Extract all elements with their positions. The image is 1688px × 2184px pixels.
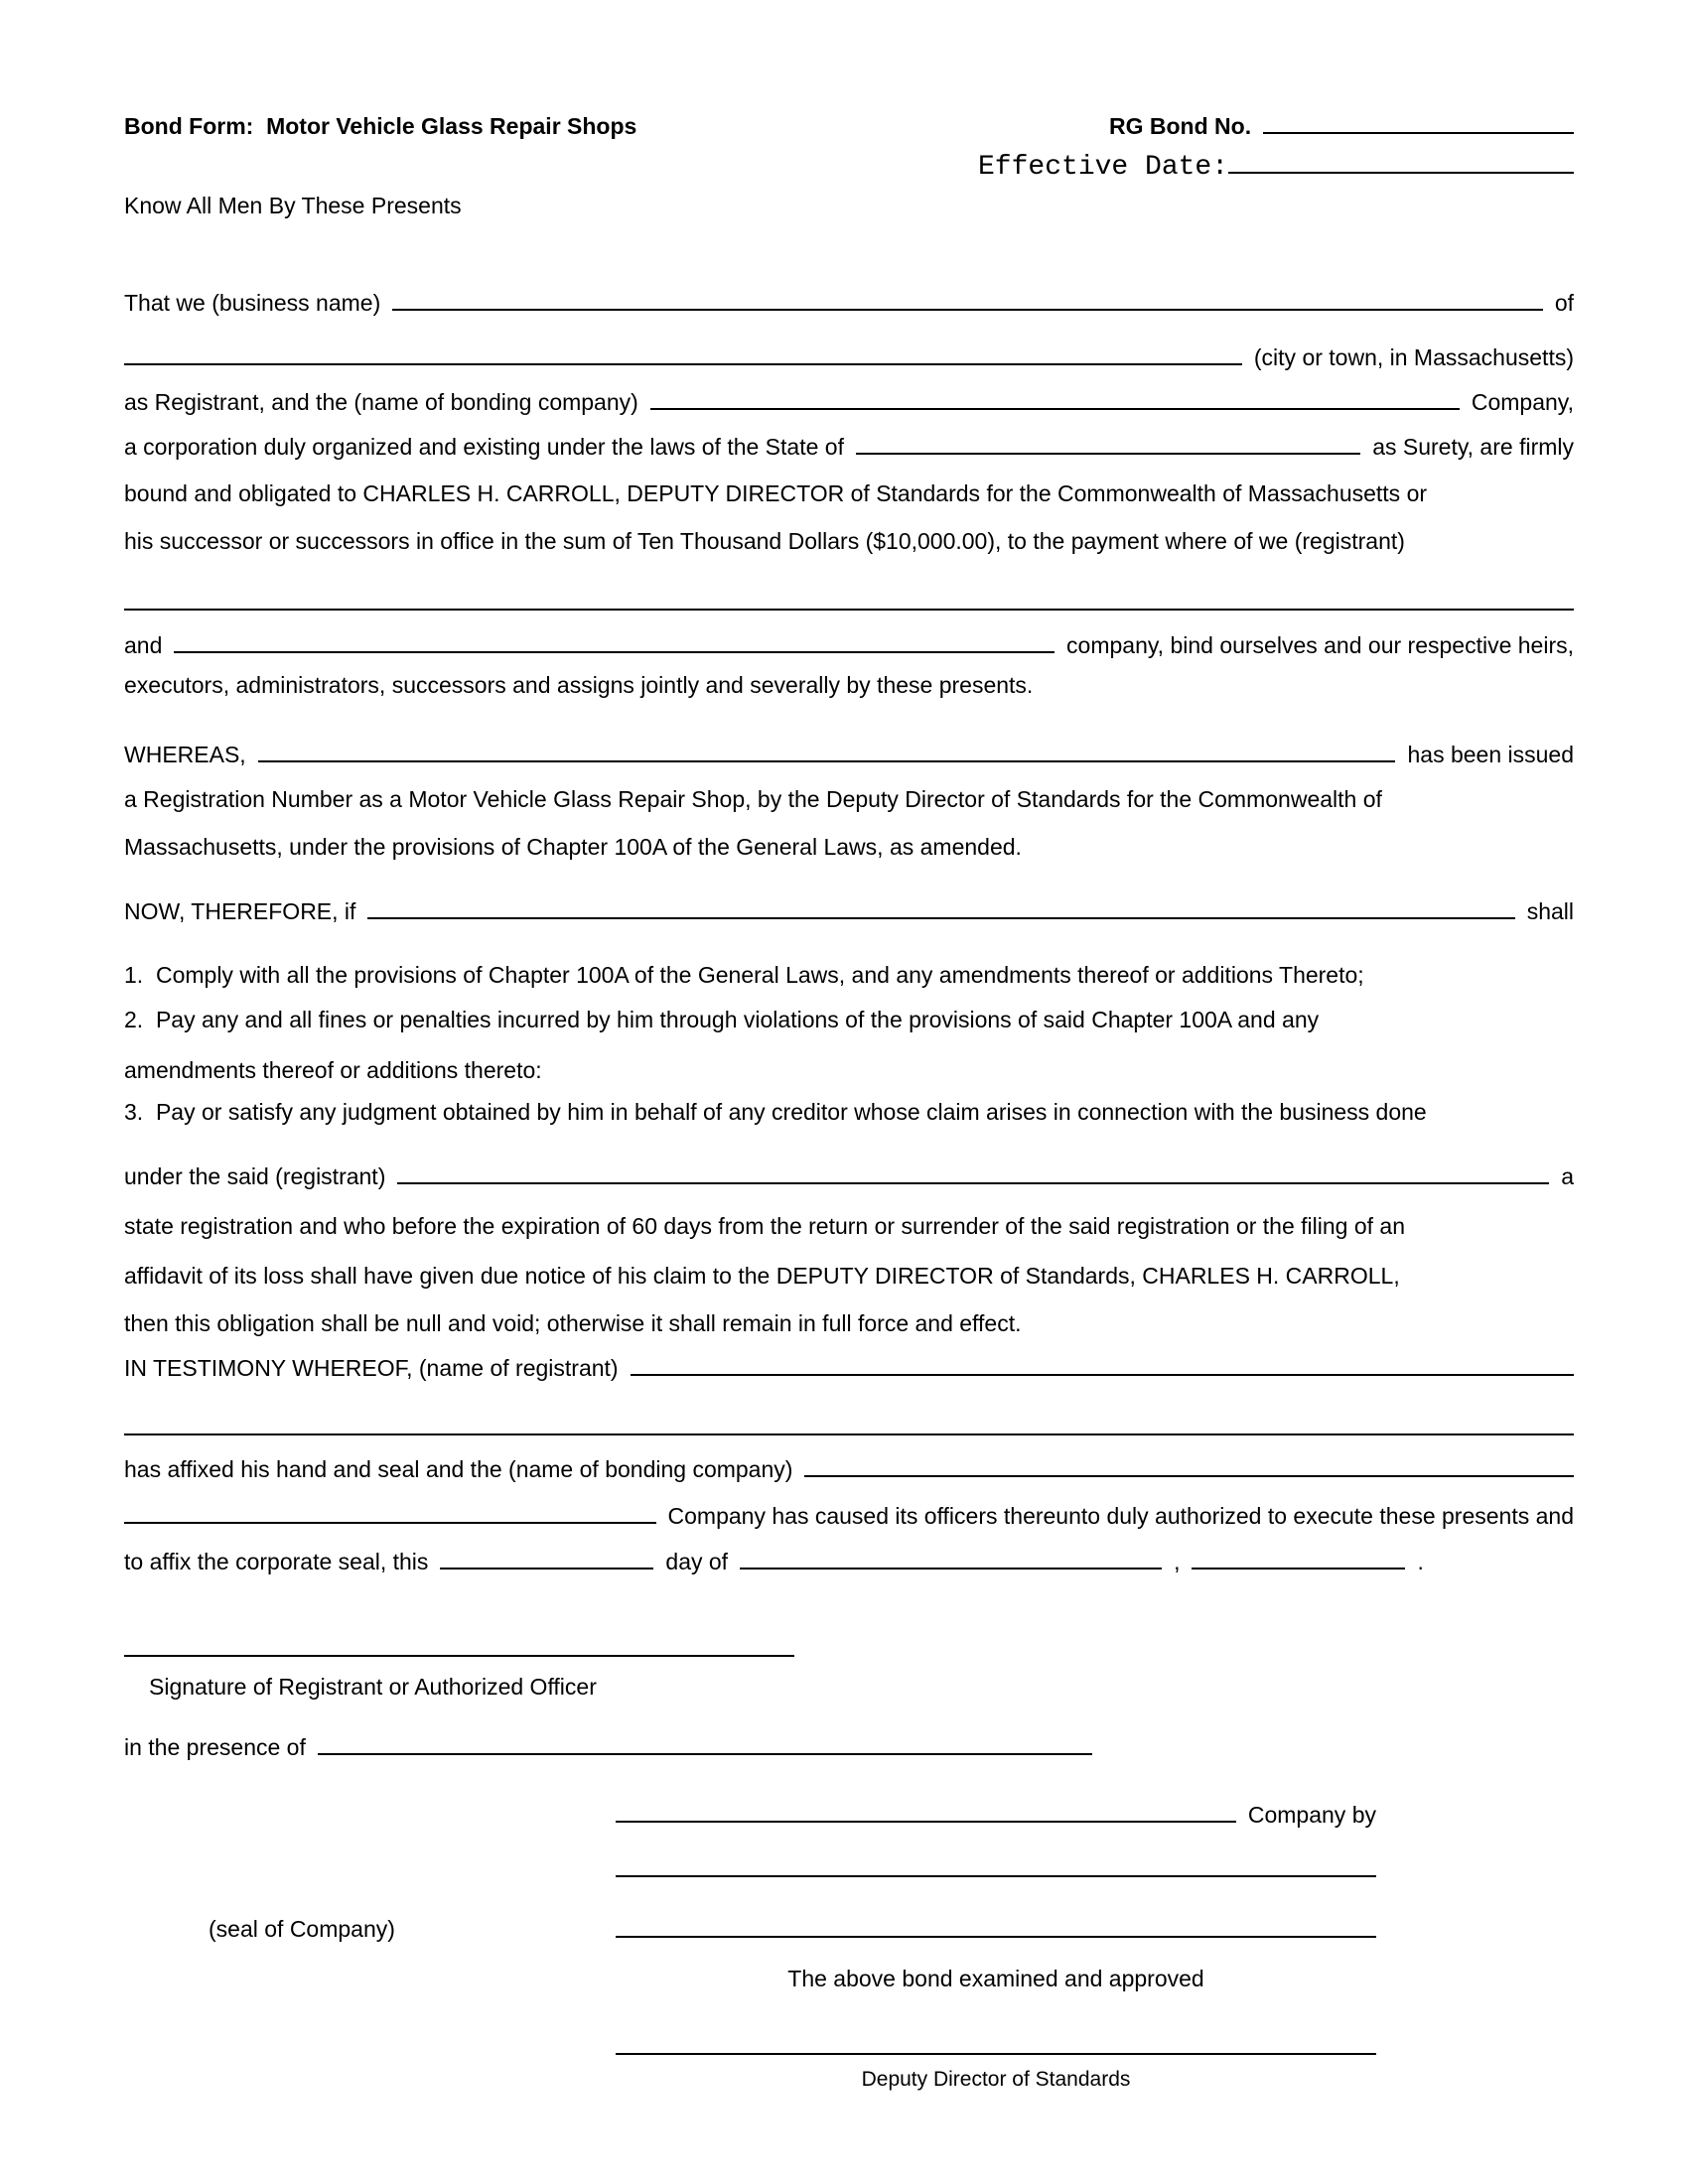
condition-item-2-continued bbox=[124, 1055, 1574, 1085]
of-suffix: of bbox=[1554, 290, 1574, 316]
therefore-label: NOW, THEREFORE, if bbox=[124, 898, 356, 924]
approval-text: The above bond examined and approved bbox=[787, 1966, 1204, 1991]
expiration-text: state registration and who before the expiration of 60 days from the return or surrender of the said registration or the filing of an bbox=[124, 1213, 1405, 1239]
bound-text-row bbox=[124, 478, 1574, 508]
state-of-row bbox=[124, 432, 1574, 462]
issued-suffix: has been issued bbox=[1407, 742, 1574, 767]
officer-signature-line-1 bbox=[616, 1875, 1376, 1877]
condition-item-2-text: 2. Pay any and all fines or penalties incurred by him through violations of the provisions of said Chapter 100A and any bbox=[124, 1007, 1320, 1032]
opening-heading bbox=[124, 191, 462, 220]
caused-suffix: Company has caused its officers thereunto duly authorized to execute these presents and bbox=[667, 1503, 1574, 1529]
deputy-caption: Deputy Director of Standards bbox=[861, 2068, 1131, 2091]
bonding-company-blank bbox=[650, 408, 1460, 410]
year-blank bbox=[1192, 1568, 1405, 1570]
bound-text: bound and obligated to CHARLES H. CARROLL, DEPUTY DIRECTOR of Standards for the Commonwealth of Massachusetts or bbox=[124, 480, 1428, 506]
registrant-condition-blank bbox=[367, 917, 1514, 919]
registration-text: a Registration Number as a Motor Vehicle Glass Repair Shop, by the Deputy Director of Standards for the Commonwealth of bbox=[124, 786, 1382, 812]
successor-text: his successor or successors in office in the sum of Ten Thousand Dollars ($10,000.00), to the payment where of we (registrant) bbox=[124, 528, 1405, 554]
bonding-company-continuation-blank bbox=[124, 1522, 656, 1524]
presence-row bbox=[124, 1732, 1117, 1762]
a-suffix: a bbox=[1561, 1163, 1574, 1189]
affixed-row bbox=[124, 1454, 1574, 1484]
condition-item-2-continued-text: amendments thereof or additions thereto: bbox=[124, 1057, 542, 1083]
whereas-row bbox=[124, 740, 1574, 769]
business-name-label: That we (business name) bbox=[124, 290, 381, 316]
company-suffix: Company, bbox=[1471, 389, 1574, 415]
registrant-blank bbox=[397, 1182, 1549, 1184]
effective-date-blank bbox=[1228, 172, 1574, 174]
under-said-label: under the said (registrant) bbox=[124, 1163, 386, 1189]
provisions-text-row bbox=[124, 832, 1574, 862]
corporate-seal-label: to affix the corporate seal, this bbox=[124, 1549, 429, 1574]
effective-date-row bbox=[978, 151, 1574, 185]
corporate-seal-row bbox=[124, 1547, 1574, 1576]
affixed-label: has affixed his hand and seal and the (name of bonding company) bbox=[124, 1456, 793, 1482]
registrant-signature-line bbox=[124, 1655, 794, 1657]
day-blank bbox=[440, 1568, 653, 1570]
void-text: then this obligation shall be null and void; otherwise it shall remain in full force and effect. bbox=[124, 1310, 1022, 1336]
payment-continuation-blank bbox=[124, 609, 1574, 611]
deputy-signature-line bbox=[616, 2053, 1376, 2055]
registration-text-row bbox=[124, 784, 1574, 814]
company-signature-line bbox=[616, 1821, 1236, 1823]
testimony-continuation-blank bbox=[124, 1433, 1574, 1435]
bonding-company-name-blank bbox=[804, 1475, 1574, 1477]
executors-text-row bbox=[124, 670, 1574, 700]
testimony-registrant-blank bbox=[631, 1374, 1574, 1376]
seal-caption: (seal of Company) bbox=[209, 1916, 395, 1942]
successor-text-row bbox=[124, 526, 1574, 556]
void-text-row bbox=[124, 1308, 1574, 1338]
therefore-row bbox=[124, 896, 1574, 926]
registrant-name-blank bbox=[258, 760, 1396, 762]
executors-text: executors, administrators, successors and assigns jointly and severally by these presents. bbox=[124, 672, 1034, 698]
condition-item-2 bbox=[124, 1005, 1574, 1034]
state-of-label: a corporation duly organized and existing under the laws of the State of bbox=[124, 434, 844, 460]
provisions-text: Massachusetts, under the provisions of Chapter 100A of the General Laws, as amended. bbox=[124, 834, 1022, 860]
caused-row bbox=[124, 1501, 1574, 1531]
registrant-caption: Signature of Registrant or Authorized Officer bbox=[149, 1674, 597, 1700]
expiration-text-row bbox=[124, 1211, 1574, 1241]
condition-item-1-text: 1. Comply with all the provisions of Chapter 100A of the General Laws, and any amendments thereof or additions Thereto; bbox=[124, 962, 1364, 988]
period-suffix: . bbox=[1417, 1549, 1424, 1574]
whereas-label: WHEREAS, bbox=[124, 742, 246, 767]
affidavit-text-row bbox=[124, 1261, 1574, 1291]
condition-item-3 bbox=[124, 1097, 1574, 1127]
heirs-suffix: company, bind ourselves and our respective heirs, bbox=[1066, 632, 1574, 658]
form-title bbox=[124, 111, 636, 141]
form-title-text: Bond Form: Motor Vehicle Glass Repair Shops bbox=[124, 113, 637, 139]
registrant-caption-row bbox=[149, 1672, 597, 1702]
city-town-suffix: (city or town, in Massachusetts) bbox=[1253, 344, 1574, 370]
state-blank bbox=[856, 453, 1360, 455]
company-by-suffix: Company by bbox=[1247, 1802, 1376, 1828]
deputy-caption-row bbox=[616, 2065, 1376, 2095]
month-blank bbox=[740, 1568, 1162, 1570]
rg-bond-no-blank bbox=[1263, 132, 1574, 134]
approval-text-row bbox=[616, 1964, 1376, 1993]
condition-item-3-text: 3. Pay or satisfy any judgment obtained by him in behalf of any creditor whose claim arises in connection with the business done bbox=[124, 1099, 1427, 1125]
surety-company-blank bbox=[174, 651, 1055, 653]
witness-signature-line bbox=[318, 1753, 1092, 1755]
effective-date-label: Effective Date: bbox=[978, 152, 1229, 183]
presence-label: in the presence of bbox=[124, 1734, 306, 1760]
condition-item-1 bbox=[124, 960, 1574, 990]
rg-bond-no-row bbox=[1109, 111, 1574, 141]
under-said-row bbox=[124, 1161, 1574, 1191]
day-of-label: day of bbox=[665, 1549, 729, 1574]
opening-heading-text: Know All Men By These Presents bbox=[124, 193, 462, 218]
city-town-blank bbox=[124, 363, 1242, 365]
city-town-row bbox=[124, 342, 1574, 372]
bonding-company-label: as Registrant, and the (name of bonding company) bbox=[124, 389, 638, 415]
and-label: and bbox=[124, 632, 163, 658]
shall-suffix: shall bbox=[1526, 898, 1574, 924]
testimony-label: IN TESTIMONY WHEREOF, (name of registrant) bbox=[124, 1355, 619, 1381]
and-company-row bbox=[124, 630, 1574, 660]
company-by-row bbox=[616, 1800, 1376, 1830]
seal-caption-row bbox=[209, 1914, 395, 1944]
officer-signature-line-2 bbox=[616, 1936, 1376, 1938]
rg-bond-no-label: RG Bond No. bbox=[1109, 113, 1252, 139]
comma-separator: , bbox=[1174, 1549, 1181, 1574]
affidavit-text: affidavit of its loss shall have given due notice of his claim to the DEPUTY DIRECTOR of Standards, CHARLES H. CARROLL, bbox=[124, 1263, 1400, 1289]
bonding-company-row bbox=[124, 387, 1574, 417]
business-name-row bbox=[124, 288, 1574, 318]
testimony-row bbox=[124, 1353, 1574, 1383]
surety-suffix: as Surety, are firmly bbox=[1372, 434, 1574, 460]
business-name-blank bbox=[392, 309, 1543, 311]
